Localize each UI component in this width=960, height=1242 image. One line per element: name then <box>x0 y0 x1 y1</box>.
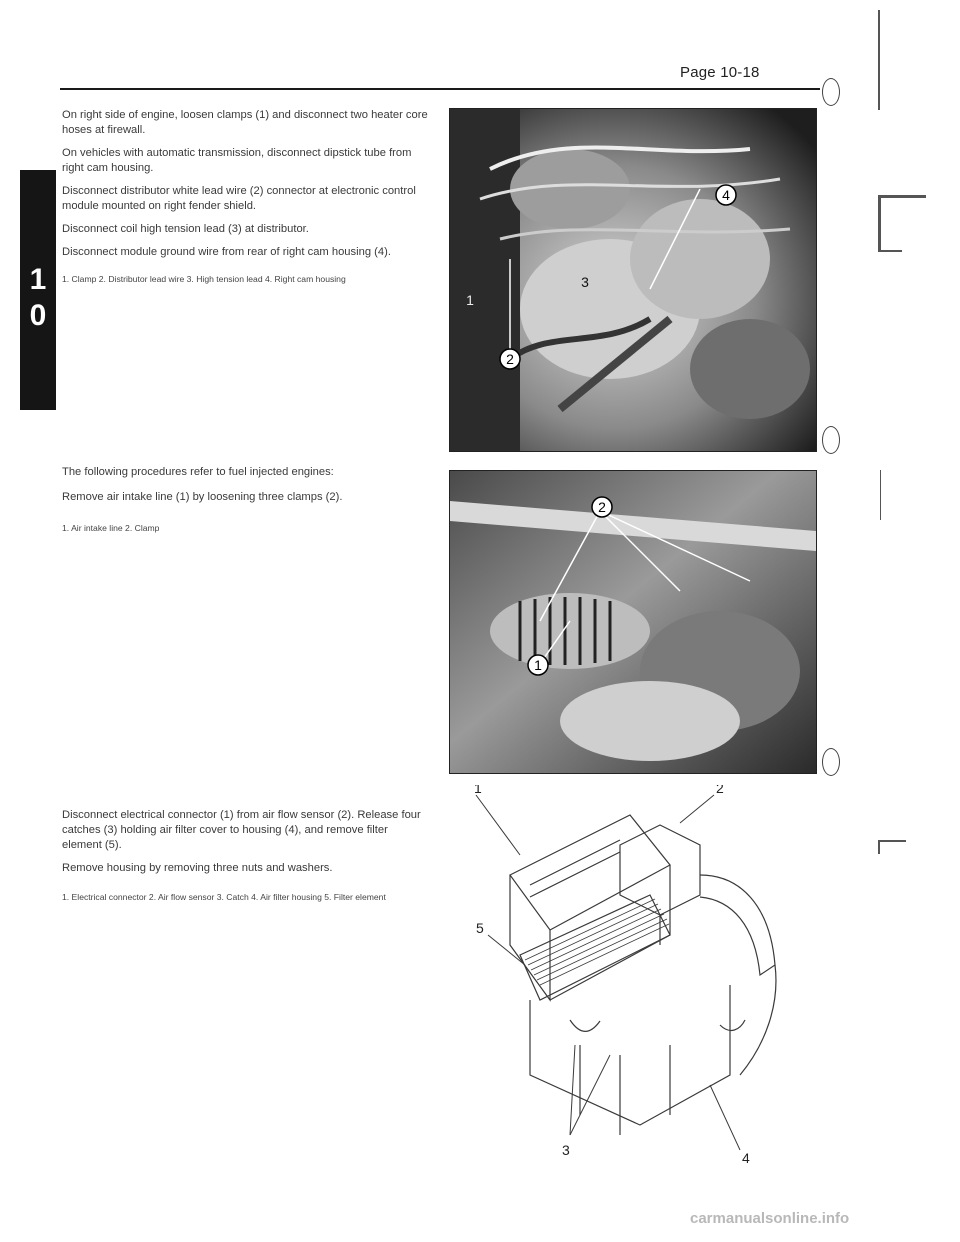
watermark: carmanualsonline.info <box>690 1210 850 1227</box>
block3-text <box>62 808 428 903</box>
paragraph: On vehicles with automatic transmission, disconnect dipstick tube from right cam housing. <box>62 147 412 174</box>
edge-artifact <box>878 195 881 251</box>
block1-text <box>62 108 428 285</box>
section-tab <box>20 170 56 410</box>
paragraph: Disconnect module ground wire from rear of right cam housing (4). <box>62 246 391 258</box>
figure-caption: 1. Air intake line 2. Clamp <box>62 523 160 533</box>
callout-label: 1 <box>534 657 542 673</box>
section-tab-digit: 1 <box>29 263 47 296</box>
block2-text <box>62 465 428 534</box>
callout-label: 2 <box>506 351 514 367</box>
edge-artifact <box>878 250 902 252</box>
paragraph: Remove air intake line (1) by loosening three clamps (2). <box>62 491 343 503</box>
binder-hole-top <box>822 78 840 106</box>
paragraph: On right side of engine, loosen clamps (1) and disconnect two heater core hoses at firewall. <box>62 109 428 136</box>
page-number: Page 10-18 <box>680 64 760 81</box>
callout-label: 1 <box>466 292 474 308</box>
binder-hole-bottom <box>822 748 840 776</box>
edge-artifact <box>878 195 926 198</box>
edge-artifact <box>878 840 906 842</box>
paragraph: Remove housing by removing three nuts and washers. <box>62 862 333 874</box>
edge-artifact <box>880 470 881 520</box>
figure-caption: 1. Electrical connector 2. Air flow sensor 3. Catch 4. Air filter housing 5. Filter element <box>62 892 386 902</box>
callout-label: 4 <box>722 187 730 203</box>
callout-label: 4 <box>742 1150 750 1166</box>
header-rule <box>60 88 820 90</box>
callout-label: 2 <box>716 785 724 796</box>
section-tab-digit: 0 <box>29 299 47 332</box>
callout-label: 5 <box>476 920 484 936</box>
paragraph: Disconnect electrical connector (1) from air flow sensor (2). Release four catches (3) holding air filter cover to housing (4), and remove filter element (5). <box>62 809 421 851</box>
callout-label: 3 <box>562 1142 570 1158</box>
air-filter-diagram <box>470 785 800 1180</box>
engine-photo-distributor <box>449 108 817 452</box>
paragraph: The following procedures refer to fuel injected engines: <box>62 466 334 478</box>
paragraph: Disconnect coil high tension lead (3) at distributor. <box>62 223 309 235</box>
edge-artifact <box>878 10 880 110</box>
callout-label: 1 <box>474 785 482 796</box>
callout-label: 2 <box>598 499 606 515</box>
binder-hole-middle <box>822 426 840 454</box>
edge-artifact <box>878 840 880 854</box>
engine-photo-air-intake <box>449 470 817 774</box>
figure-caption: 1. Clamp 2. Distributor lead wire 3. High tension lead 4. Right cam housing <box>62 274 346 284</box>
callout-label: 3 <box>581 274 589 290</box>
paragraph: Disconnect distributor white lead wire (2) connector at electronic control module mounted on right fender shield. <box>62 185 416 212</box>
